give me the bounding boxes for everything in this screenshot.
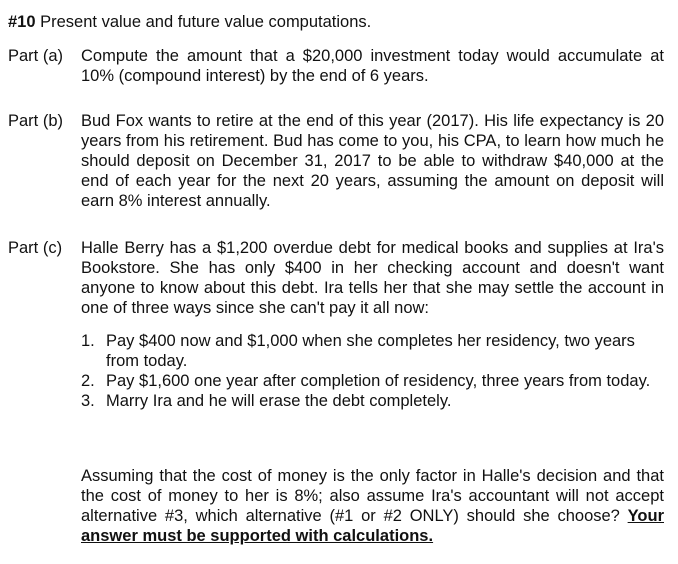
answer-requirement: Your answer must be supported with calculations. [81, 507, 664, 545]
part-a-label: Part (a) [8, 47, 64, 65]
problem-title-text: Present value and future value computations. [35, 13, 372, 31]
part-b-text: Bud Fox wants to retire at the end of this year (2017). His life expectancy is 20 years from his retirement. Bud has come to you, his CPA, to learn how much he should deposit on December 31, 2017 to be able to withdraw $40,000 at the end of each year for the next 20 years, assuming the amount on deposit will earn 8% interest annually. [81, 112, 664, 210]
part-a-text: Compute the amount that a $20,000 investment today would accumulate at 10% (compound interest) by the end of 6 years. [81, 47, 664, 85]
problem-number: #10 [8, 13, 36, 31]
option-ordinal: 2. [81, 372, 95, 390]
option-item [81, 331, 651, 371]
part-c-label: Part (c) [8, 239, 63, 257]
option-item [81, 371, 651, 391]
option-ordinal: 1. [81, 332, 95, 350]
option-item [81, 391, 651, 411]
part-c-question [81, 466, 664, 546]
question-text: Assuming that the cost of money is the only factor in Halle's decision and that the cost of money to her is 8%; also assume Ira's accountant will not accept alternative #3, which alternative (#1 or #2 ONLY) should she choose? [81, 467, 664, 525]
problem-title [8, 12, 371, 32]
option-ordinal: 3. [81, 392, 95, 410]
part-c-options [81, 331, 651, 411]
part-c-intro-text: Halle Berry has a $1,200 overdue debt for medical books and supplies at Ira's Bookstore. She has only $400 in her checking account and doesn't want anyone to know about this debt. Ira tells her that she may settle the account in one of three ways since she can't pay it all now: [81, 239, 664, 317]
part-a-body [81, 46, 664, 86]
option-text: Pay $400 now and $1,000 when she completes her residency, two years from today. [106, 332, 635, 370]
part-c-question-text [81, 466, 664, 546]
part-b-body [81, 111, 664, 211]
part-b-label: Part (b) [8, 112, 64, 130]
option-text: Pay $1,600 one year after completion of residency, three years from today. [106, 372, 651, 390]
part-c-intro [81, 238, 664, 318]
option-text: Marry Ira and he will erase the debt completely. [106, 392, 452, 410]
